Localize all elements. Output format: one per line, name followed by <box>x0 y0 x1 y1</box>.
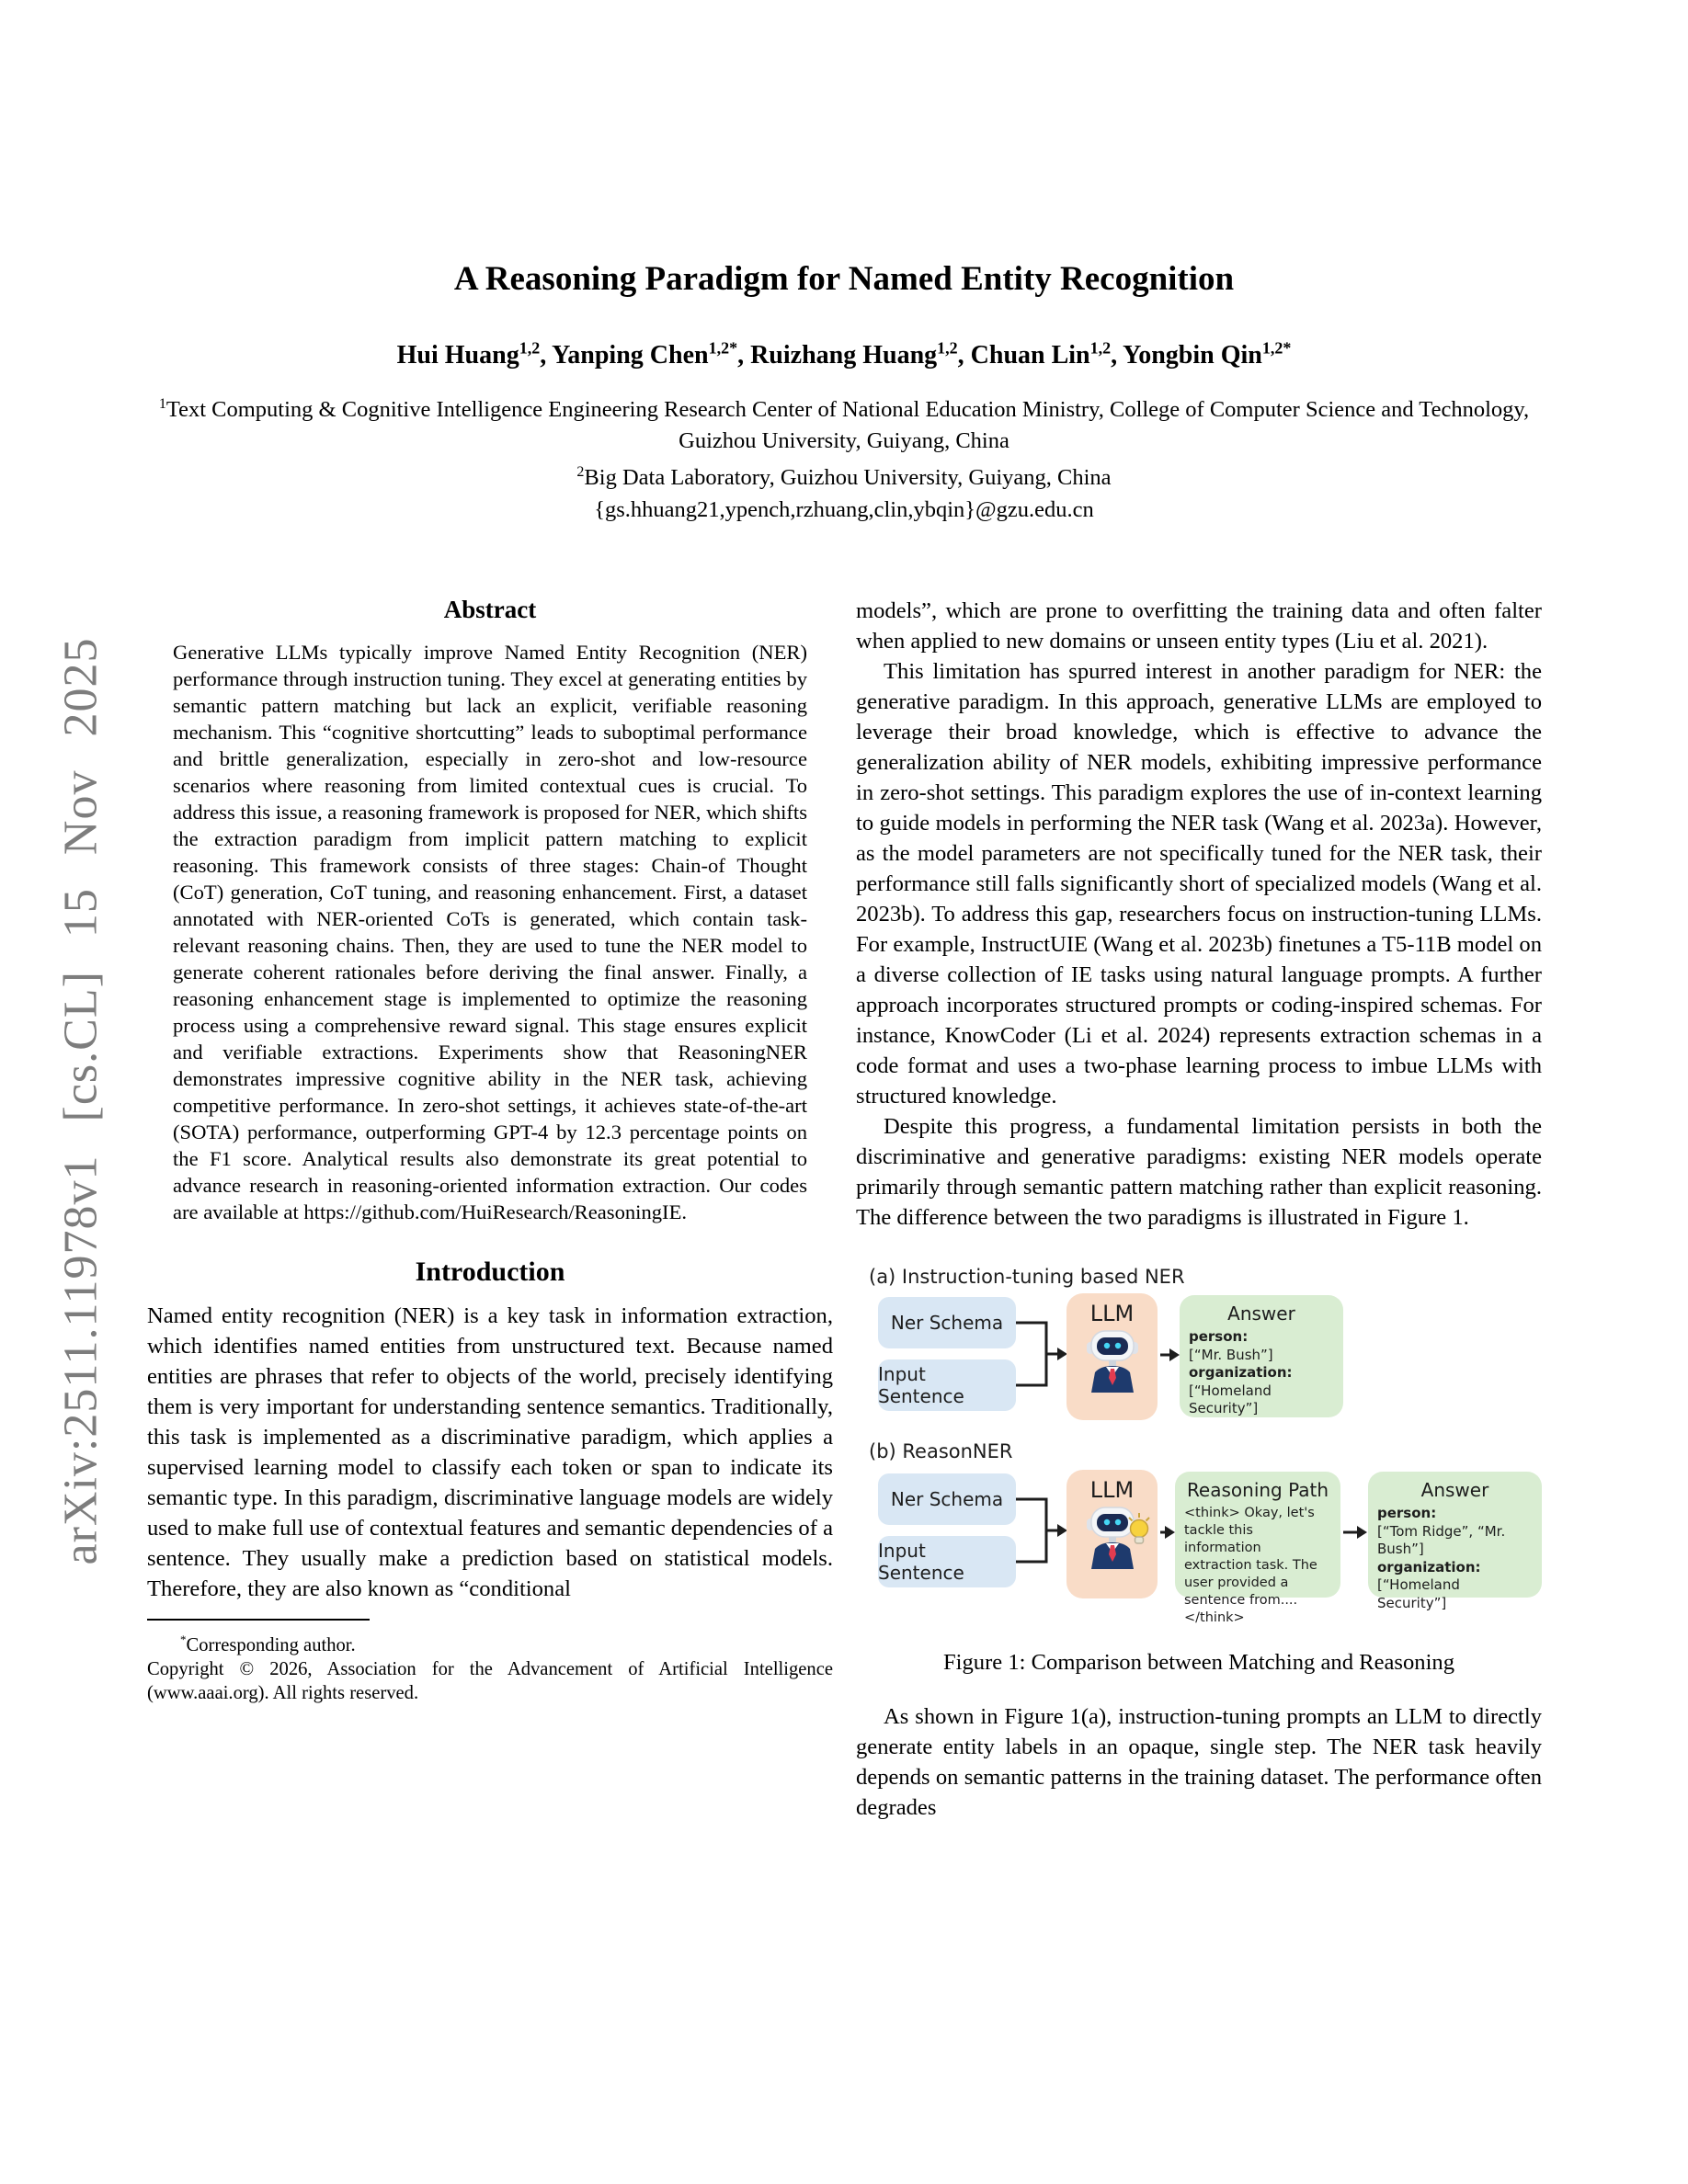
input-sentence-box-a: Input Sentence <box>878 1359 1016 1411</box>
llm-box-b <box>1066 1470 1158 1598</box>
introduction-paragraph: Named entity recognition (NER) is a key task in information extraction, which identifies named entities from unstructured text. Because named entities are phrases that refer to objects of the world, precisely identifying them is very important for understanding sentence semantics. Traditionally, this task is implemented as a discriminative paradigm, which applies a supervised learning model to classify each token or span to indicate its semantic type. In this paradigm, discriminative language models are widely used to make full use of contextual features and semantic dependencies of a sentence. They usually make a prediction based on statistical models. Therefore, they are also known as “conditional <box>147 1303 833 1601</box>
affiliation-1: $^1$Text Computing & Cognitive Intelligence Engineering Research Center of National Education Ministry, College of Computer Science and Technology, Guizhou University, Guiyang, China <box>158 396 1530 454</box>
paragraph-3: Despite this progress, a fundamental limitation persists in both the discriminative and generative paradigms: existing NER models operate primarily through semantic pattern matching rather than explicit reasoning. The difference between the two paradigms is illustrated in Figure 1. <box>856 1114 1542 1230</box>
footnote-copyright: Copyright © 2026, Association for the Advancement of Artificial Intelligence (www.aaai.org). All rights reserved. <box>147 1658 833 1703</box>
reasoning-path-text: <think> Okay, let's tackle this information extraction task. The user provided a sentence from.... </think> <box>1184 1506 1317 1625</box>
author: Yanping Chen$^{1,2*}$, <box>552 339 751 370</box>
email-line: {gs.hhuang21,ypench,rzhuang,clin,ybqin}@gzu.edu.cn <box>594 496 1094 522</box>
ner-schema-box-a: Ner Schema <box>878 1297 1016 1348</box>
abstract-text: Generative LLMs typically improve Named Entity Recognition (NER) performance through instruction tuning. They excel at generating entities by semantic pattern matching but lack an explicit, verifiable reasoning mechanism. This “cognitive shortcutting” leads to suboptimal performance and brittle generalization, especially in zero-shot and low-resource scenarios where reasoning from limited contextual cues is crucial. To address this issue, a reasoning framework is proposed for NER, which shifts the extraction paradigm from implicit pattern matching to explicit reasoning. This framework consists of three stages: Chain-of Thought (CoT) generation, CoT tuning, and reasoning enhancement. First, a dataset annotated with NER-oriented CoTs is generated, which contain task-relevant reasoning chains. Then, they are used to tune the NER model to generate coherent rationales before deriving the final answer. Finally, a reasoning enhancement stage is implemented to optimize the reasoning process using a comprehensive reward signal. This stage ensures explicit and verifiable extractions. Experiments show that ReasoningNER demonstrates impressive cognitive ability in the NER task, achieving competitive performance. In zero-shot settings, it achieves state-of-the-art (SOTA) performance, outperforming GPT-4 by 12.3 percentage points on the F1 score. Analytical results also demonstrate its great potential to advance research in reasoning-oriented information extraction. Our codes are available at https://github.com/HuiResearch/ReasoningIE. <box>173 641 807 1223</box>
author: Yongbin Qin$^{1,2*}$ <box>1123 339 1292 370</box>
arxiv-watermark: arXiv:2511.11978v1 [cs.CL] 15 Nov 2025 <box>54 637 108 1565</box>
answer-box-b <box>1368 1472 1542 1611</box>
left-column <box>147 596 833 1705</box>
right-column <box>856 596 1542 1823</box>
footnote <box>147 1619 833 1705</box>
affiliation-2: $^2$Big Data Laboratory, Guizhou University, Guiyang, China <box>576 464 1112 491</box>
answer-box-a <box>1180 1295 1343 1417</box>
panel-a-label: (a) Instruction-tuning based NER <box>869 1266 1185 1288</box>
person-key-b: person: <box>1377 1505 1437 1521</box>
lightbulb-icon <box>1123 1510 1155 1547</box>
reasoning-path-title: Reasoning Path <box>1186 1479 1329 1501</box>
paragraph-4: As shown in Figure 1(a), instruction-tuning prompts an LLM to directly generate entity labels in an opaque, single step. The NER task heavily depends on semantic patterns in the training dataset. The performance often degrades <box>856 1704 1542 1820</box>
llm-label: LLM <box>1089 1477 1135 1503</box>
robot-icon <box>1082 1328 1143 1393</box>
answer-title-b: Answer <box>1420 1479 1489 1501</box>
llm-label: LLM <box>1089 1301 1135 1326</box>
introduction-heading: Introduction <box>415 1257 565 1287</box>
organization-value-a: [“Homeland Security”] <box>1189 1382 1272 1416</box>
panel-b-label: (b) ReasonNER <box>869 1440 1013 1462</box>
paragraph-continuation: models”, which are prone to overfitting the training data and often falter when applied to new domains or unseen entity types (Liu et al. 2021). <box>856 598 1542 654</box>
author: Chuan Lin$^{1,2}$, <box>970 339 1123 370</box>
footnote-corresponding: *Corresponding author. <box>180 1632 356 1655</box>
author: Hui Huang$^{1,2}$, <box>396 339 553 370</box>
figure-caption: Figure 1: Comparison between Matching and Reasoning <box>943 1650 1454 1675</box>
reasoning-path-box <box>1175 1472 1340 1625</box>
author: Ruizhang Huang$^{1,2}$, <box>750 339 971 370</box>
answer-title-a: Answer <box>1227 1302 1295 1325</box>
title-block <box>0 259 1688 526</box>
paragraph-2: This limitation has spurred interest in another paradigm for NER: the generative paradigm. In this approach, generative LLMs are employed to leverage their broad knowledge, which is effective to advance the generalization ability of NER models, exhibiting impressive performance in zero-shot settings. This paradigm explores the use of in-context learning to guide models in performing the NER task (Wang et al. 2023a). However, as the model parameters are not specifically tuned for the NER task, their performance still falls significantly short of specialized models (Wang et al. 2023b). To address this gap, researchers focus on instruction-tuning LLMs. For example, InstructUIE (Wang et al. 2023b) finetunes a T5-11B model on a diverse collection of IE tasks using natural language prompts. A further approach incorporates structured prompts or coding-inspired schemas. For instance, KnowCoder (Li et al. 2024) represents extraction schemas in a code format and uses a two-phase learning process to imbue LLMs with structured knowledge. <box>856 659 1542 1109</box>
affiliations <box>129 389 1559 525</box>
person-value-b: [“Tom Ridge”, “Mr. Bush”] <box>1377 1522 1506 1557</box>
person-key-a: person: <box>1189 1328 1249 1345</box>
abstract-heading: Abstract <box>443 596 537 623</box>
organization-key-a: organization: <box>1189 1364 1293 1381</box>
ner-schema-box-b: Ner Schema <box>878 1473 1016 1525</box>
paper-title: A Reasoning Paradigm for Named Entity Recognition <box>453 260 1235 298</box>
footnote-rule <box>147 1619 370 1621</box>
input-sentence-box-b: Input Sentence <box>878 1536 1016 1587</box>
organization-key-b: organization: <box>1377 1558 1481 1575</box>
figure-1 <box>856 1266 1542 1632</box>
llm-box-a <box>1066 1293 1158 1420</box>
author-line <box>0 339 1688 370</box>
organization-value-b: [“Homeland Security”] <box>1377 1576 1460 1611</box>
person-value-a: [“Mr. Bush”] <box>1189 1346 1273 1363</box>
